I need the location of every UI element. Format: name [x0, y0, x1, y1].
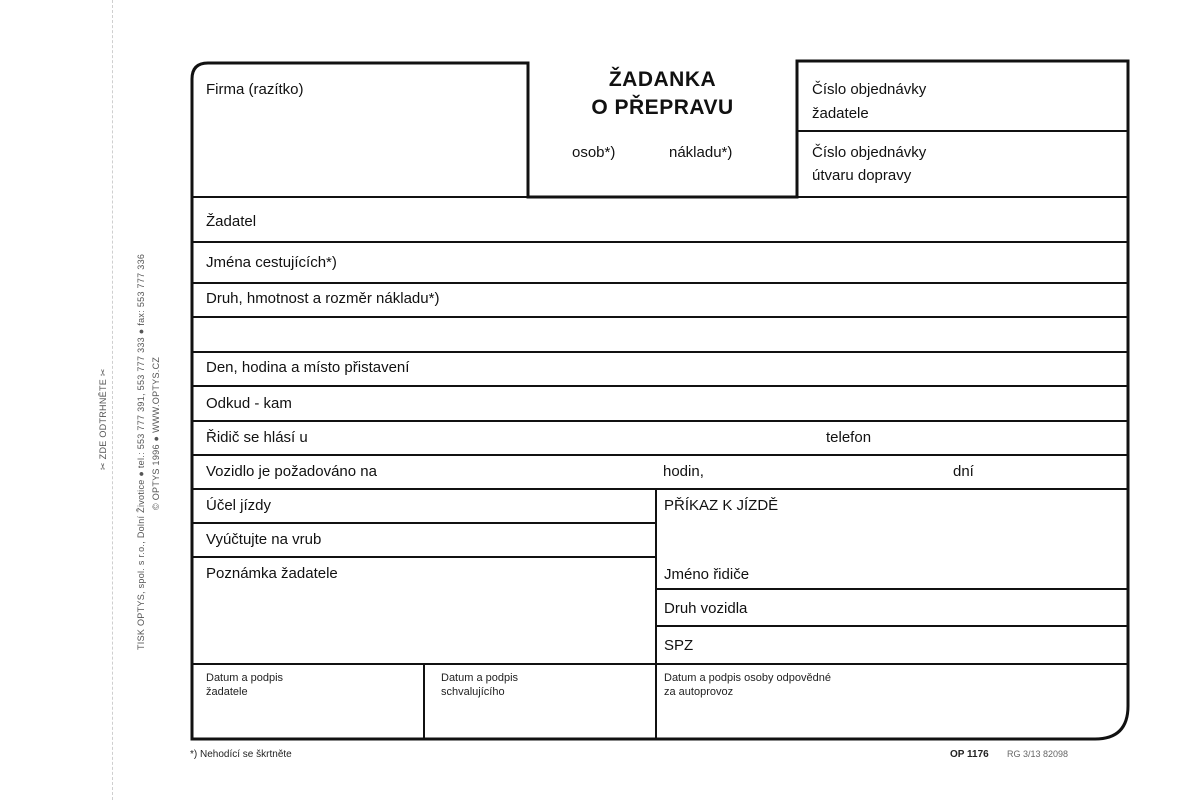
rule	[192, 556, 656, 558]
printer-info-text: TISK OPTYS, spol. s r.o., Dolní Životice ● tel.: 553 777 391, 553 777 333 ● fax: 553 777 336	[136, 253, 146, 650]
jmeno-ridice-field[interactable]: Jméno řidiče	[664, 566, 750, 583]
form-title-line2: O PŘEPRAVU	[591, 96, 734, 119]
rule	[192, 420, 1128, 422]
rule	[656, 625, 1128, 627]
tear-here-text: ✂ ZDE ODTRHNĚTE ✂	[98, 368, 108, 470]
rule	[192, 454, 1128, 456]
prikaz-heading: PŘÍKAZ K JÍZDĚ	[664, 497, 779, 514]
rule	[192, 488, 1128, 490]
nakladu-option[interactable]: nákladu*)	[669, 144, 733, 161]
cislo-utvaru-label-l1: Číslo objednávky	[812, 144, 927, 161]
dni-field[interactable]: dní	[953, 463, 974, 480]
rule	[192, 316, 1128, 318]
rule	[192, 351, 1128, 353]
printer-web-text: © OPTYS 1996 ● WWW.OPTYS.CZ	[151, 356, 161, 510]
den-hodina-field[interactable]: Den, hodina a místo přistavení	[206, 359, 410, 376]
podpis-zadatele-l2: žadatele	[206, 686, 248, 698]
rule	[192, 241, 1128, 243]
ucel-field[interactable]: Účel jízdy	[206, 497, 272, 514]
podpis-schvalujiciho-l1: Datum a podpis	[441, 672, 519, 684]
ridic-field[interactable]: Řidič se hlásí u	[206, 429, 308, 446]
rule	[192, 522, 656, 524]
vyuctujte-field[interactable]: Vyúčtujte na vrub	[206, 531, 322, 548]
firma-label: Firma (razítko)	[206, 81, 304, 98]
cislo-zadatele-label-l2: žadatele	[812, 105, 869, 122]
footnote: *) Nehodící se škrtněte	[190, 749, 292, 760]
rule	[655, 488, 657, 739]
rule	[797, 130, 1128, 132]
spz-field[interactable]: SPZ	[664, 637, 694, 654]
odkud-kam-field[interactable]: Odkud - kam	[206, 395, 292, 412]
jmena-field[interactable]: Jména cestujících*)	[206, 254, 337, 271]
podpis-osoby-l1: Datum a podpis osoby odpovědné	[664, 672, 831, 684]
podpis-zadatele-l1: Datum a podpis	[206, 672, 284, 684]
cislo-zadatele-label-l1: Číslo objednávky	[812, 81, 927, 98]
rule	[192, 196, 1128, 198]
form-code: OP 1176	[950, 749, 989, 760]
druh-vozidla-field[interactable]: Druh vozidla	[664, 600, 748, 617]
rule	[192, 663, 1128, 665]
podpis-schvalujiciho-l2: schvalujícího	[441, 686, 505, 698]
form-code-small: RG 3/13 82098	[1007, 749, 1069, 759]
rule	[423, 663, 425, 739]
druh-nakladu-field[interactable]: Druh, hmotnost a rozměr nákladu*)	[206, 290, 440, 307]
hodin-field[interactable]: hodin,	[663, 463, 704, 480]
telefon-field[interactable]: telefon	[826, 429, 872, 446]
cislo-utvaru-label-l2: útvaru dopravy	[812, 167, 912, 184]
rule	[192, 385, 1128, 387]
zadatel-field[interactable]: Žadatel	[206, 213, 257, 230]
rule	[192, 282, 1128, 284]
rule	[656, 588, 1128, 590]
form-title-line1: ŽADANKA	[608, 68, 717, 91]
osob-option[interactable]: osob*)	[572, 144, 616, 161]
vozidlo-field[interactable]: Vozidlo je požadováno na	[206, 463, 377, 480]
poznamka-field[interactable]: Poznámka žadatele	[206, 565, 338, 582]
podpis-osoby-l2: za autoprovoz	[664, 686, 734, 698]
